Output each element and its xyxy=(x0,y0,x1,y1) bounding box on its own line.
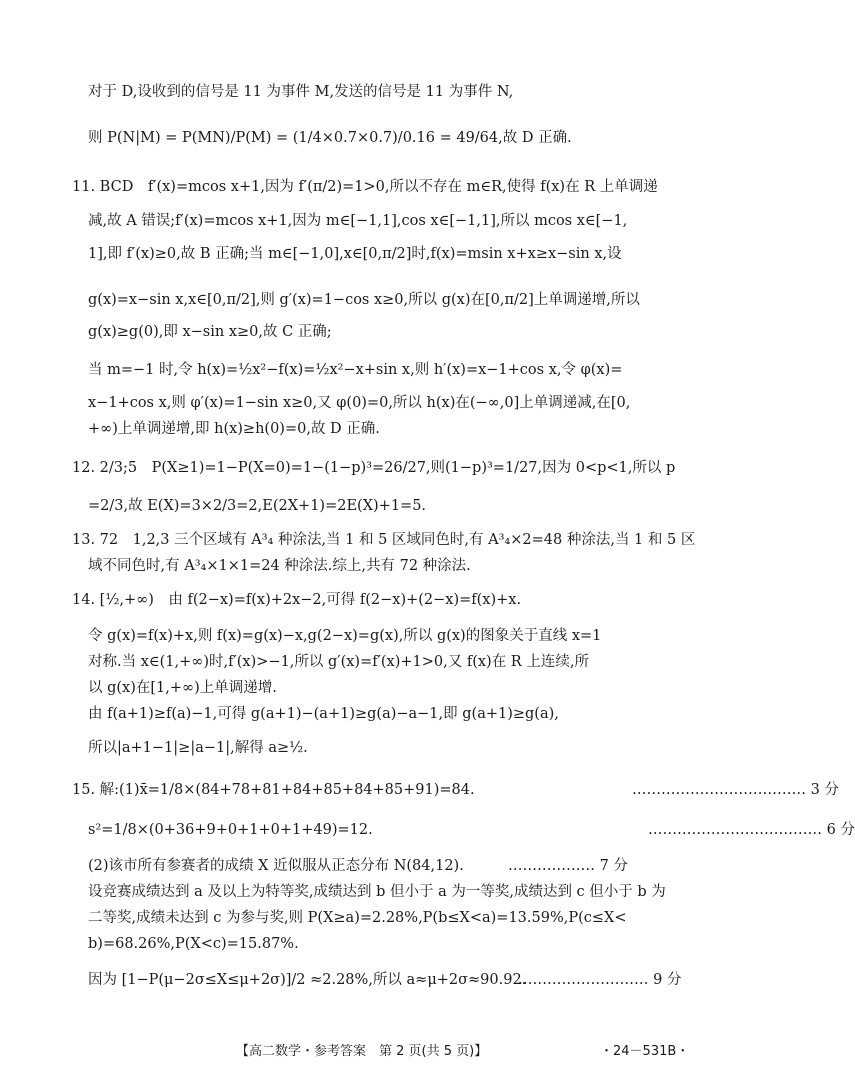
text-line: 二等奖,成绩未达到 c 为参与奖,则 P(X≥a)=2.28%,P(b≤X<a)=13.59%,P(c≤X< xyxy=(88,910,627,926)
line-content: s²=1/8×(0+36+9+0+1+0+1+49)=12. xyxy=(88,822,373,838)
score-mark: ……………………… 9 分 xyxy=(518,972,682,988)
line-content: (2)该市所有参赛者的成绩 X 近似服从正态分布 N(84,12). xyxy=(88,858,464,874)
text-line: g(x)=x−sin x,x∈[0,π/2],则 g′(x)=1−cos x≥0,所以 g(x)在[0,π/2]上单调递增,所以 xyxy=(88,292,640,308)
text-line: 1],即 f′(x)≥0,故 B 正确;当 m∈[−1,0],x∈[0,π/2]时,f(x)=msin x+x≥x−sin x,设 xyxy=(88,246,622,262)
text-line: x−1+cos x,则 φ′(x)=1−sin x≥0,又 φ(0)=0,所以 h(x)在(−∞,0]上单调递减,在[0, xyxy=(88,395,631,411)
text-line: 12. 2/3;5 P(X≥1)=1−P(X=0)=1−(1−p)³=26/27,则(1−p)³=1/27,因为 0<p<1,所以 p xyxy=(72,460,676,476)
score-mark: ……………………………… 6 分 xyxy=(648,822,855,838)
score-mark: ……………… 7 分 xyxy=(508,858,628,874)
text-line: 减,故 A 错误;f′(x)=mcos x+1,因为 m∈[−1,1],cos x∈[−1,1],所以 mcos x∈[−1, xyxy=(88,213,628,229)
text-line: 对称.当 x∈(1,+∞)时,f′(x)>−1,所以 g′(x)=f′(x)+1>0,又 f(x)在 R 上连续,所 xyxy=(88,654,589,670)
line-content: 因为 [1−P(μ−2σ≤X≤μ+2σ)]/2 ≈2.28%,所以 a≈μ+2σ≈90.92. xyxy=(88,972,527,988)
text-line: +∞)上单调递增,即 h(x)≥h(0)=0,故 D 正确. xyxy=(88,421,380,437)
text-line: 对于 D,设收到的信号是 11 为事件 M,发送的信号是 11 为事件 N, xyxy=(88,84,514,100)
text-line xyxy=(88,820,855,840)
text-line: 以 g(x)在[1,+∞)上单调递增. xyxy=(88,680,277,696)
text-line: 则 P(N|M) = P(MN)/P(M) = (1/4×0.7×0.7)/0.16 = 49/64,故 D 正确. xyxy=(88,130,572,146)
line-content: 15. 解:(1)x̄=1/8×(84+78+81+84+85+84+85+91)=84. xyxy=(72,782,475,798)
text-line: 所以|a+1−1|≥|a−1|,解得 a≥½. xyxy=(88,740,308,756)
text-line xyxy=(88,856,628,876)
text-line: 11. BCD f′(x)=mcos x+1,因为 f′(π/2)=1>0,所以不存在 m∈R,使得 f(x)在 R 上单调递 xyxy=(72,179,658,195)
text-line: 14. [½,+∞) 由 f(2−x)=f(x)+2x−2,可得 f(2−x)+(2−x)=f(x)+x. xyxy=(72,592,522,608)
text-line: b)=68.26%,P(X<c)=15.87%. xyxy=(88,936,299,952)
text-line: 由 f(a+1)≥f(a)−1,可得 g(a+1)−(a+1)≥g(a)−a−1,即 g(a+1)≥g(a), xyxy=(88,706,559,722)
text-line: 域不同色时,有 A³₄×1×1=24 种涂法.综上,共有 72 种涂法. xyxy=(88,558,471,574)
text-line: 令 g(x)=f(x)+x,则 f(x)=g(x)−x,g(2−x)=g(x),所以 g(x)的图象关于直线 x=1 xyxy=(88,628,602,644)
text-line xyxy=(72,780,839,800)
text-line xyxy=(88,970,682,990)
text-line: 设竞赛成绩达到 a 及以上为特等奖,成绩达到 b 但小于 a 为一等奖,成绩达到 c 但小于 b 为 xyxy=(88,884,666,900)
footer-code: ・24－531B・ xyxy=(600,1044,690,1059)
text-line: 13. 72 1,2,3 三个区域有 A³₄ 种涂法,当 1 和 5 区域同色时,有 A³₄×2=48 种涂法,当 1 和 5 区 xyxy=(72,532,696,548)
footer-title: 【高二数学・参考答案 第 2 页(共 5 页)】 xyxy=(236,1044,488,1059)
score-mark: ……………………………… 3 分 xyxy=(632,782,839,798)
text-line: g(x)≥g(0),即 x−sin x≥0,故 C 正确; xyxy=(88,324,332,340)
text-line: =2/3,故 E(X)=3×2/3=2,E(2X+1)=2E(X)+1=5. xyxy=(88,498,427,514)
text-line: 当 m=−1 时,令 h(x)=½x²−f(x)=½x²−x+sin x,则 h′(x)=x−1+cos x,令 φ(x)= xyxy=(88,362,623,378)
